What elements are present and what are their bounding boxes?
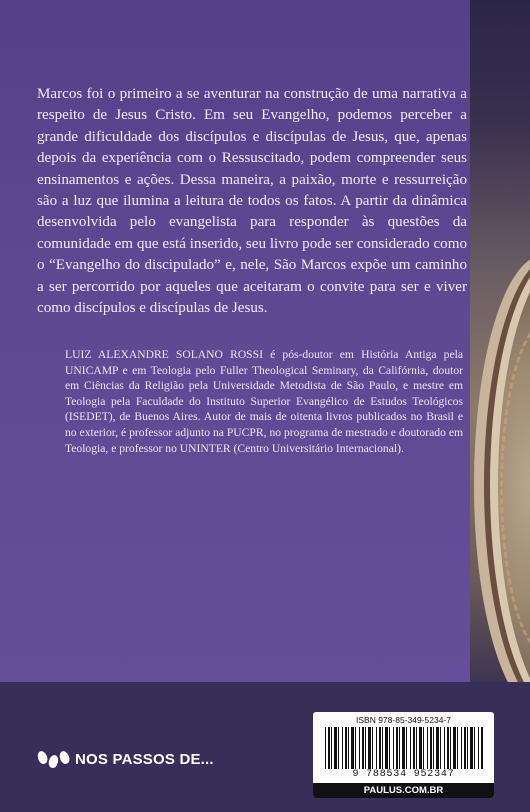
mosaic-dome-artwork — [470, 0, 530, 682]
isbn-label: ISBN 978-85-349-5234-7 — [356, 715, 451, 725]
series-logo-text: NOS PASSOS DE... — [75, 751, 214, 768]
synopsis-text: Marcos foi o primeiro a se aventurar na construção de uma narrativa a respeito de Jesus Cristo. Em seu Evangelho, podemos perceber a grande dificuldade dos discípulos e discípulas de Jesus, que, apenas depois da experiência com o Ressuscitado, podem compreender seus ensinamentos e ações. Dessa maneira, a paixão, morte e ressurreição são a luz que ilumina a leitura de todos os fatos. A partir da dinâmica desenvolvida pelo evangelista para responder às questões da comunidade em que está inserido, seu livro pode ser considerado como o “Evangelho do discipulado” e, nele, São Marcos expõe um caminho a ser percorrido por aqueles que aceitaram o convite para ser e viver como discípulos e discípulas de Jesus. — [37, 86, 467, 317]
footprints-icon — [38, 751, 71, 768]
barcode-digits: 9 788534 952347 — [352, 769, 455, 780]
barcode-box — [313, 712, 494, 798]
author-bio: LUIZ ALEXANDRE SOLANO ROSSI é pós-doutor em História Antiga pela UNICAMP e em Teologia pelo Fuller Theological Seminary, da Califórnia, doutor em Ciências da Religião pela Universidade Metodista de São Paulo, e mestre em Teologia pela Faculdade do Instituto Superior Evangélico de Estudos Teológicos (ISEDET), de Buenos Aires. Autor de mais de oitenta livros publicados no Brasil e no exterior, é professor adjunto na PUCPR, no programa de mestrado e doutorado em Teologia, e professor no UNINTER (Centro Universitário Internacional). — [65, 348, 463, 455]
publisher-url: PAULUS.COM.BR — [313, 783, 494, 798]
series-logo — [38, 751, 214, 768]
barcode-bars — [325, 727, 483, 769]
